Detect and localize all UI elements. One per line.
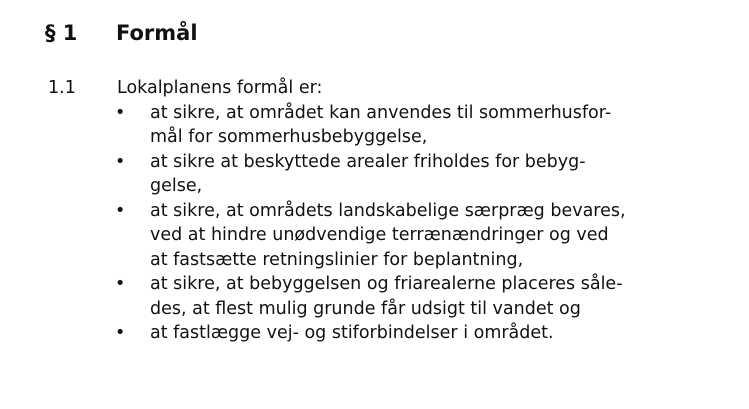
list-item-line: at sikre, at bebyggelsen og friarealerne placeres såle- [150,274,623,294]
list-item-line: mål for sommerhusbebyggelse, [150,127,428,147]
list-item-line: gelse, [150,176,203,196]
list-item-line: ved at hindre unødvendige terrænændringer og ved [150,225,609,245]
list-item-line: at fastsætte retningslinier for beplantning, [150,249,524,270]
list-item [115,272,675,321]
section-title: Formål [116,21,198,45]
purpose-list [115,101,675,346]
list-item-line: des, at flest mulig grunde får udsigt til vandet og [150,298,581,319]
section-heading [45,17,198,49]
subsection-number: 1.1 [48,78,76,98]
list-item-line: at sikre, at områdets landskabelige særpræg bevares, [150,200,626,221]
bullet-icon: • [115,102,126,123]
list-item [115,321,675,346]
list-item [115,199,675,273]
list-item-line: at fastlægge vej- og stiforbindelser i området. [150,323,554,343]
bullet-icon: • [115,323,126,343]
list-item [115,101,675,150]
subsection-intro: Lokalplanens formål er: [117,78,323,98]
section-number: § 1 [45,21,78,45]
bullet-icon: • [115,200,126,221]
list-item-line: at sikre at beskyttede arealer friholdes for bebyg- [150,151,586,172]
subsection-1-1 [48,76,728,346]
list-item-line: at sikre, at området kan anvendes til sommerhusfor- [150,102,612,123]
list-item [115,150,675,199]
bullet-icon: • [115,151,126,172]
bullet-icon: • [115,274,126,294]
